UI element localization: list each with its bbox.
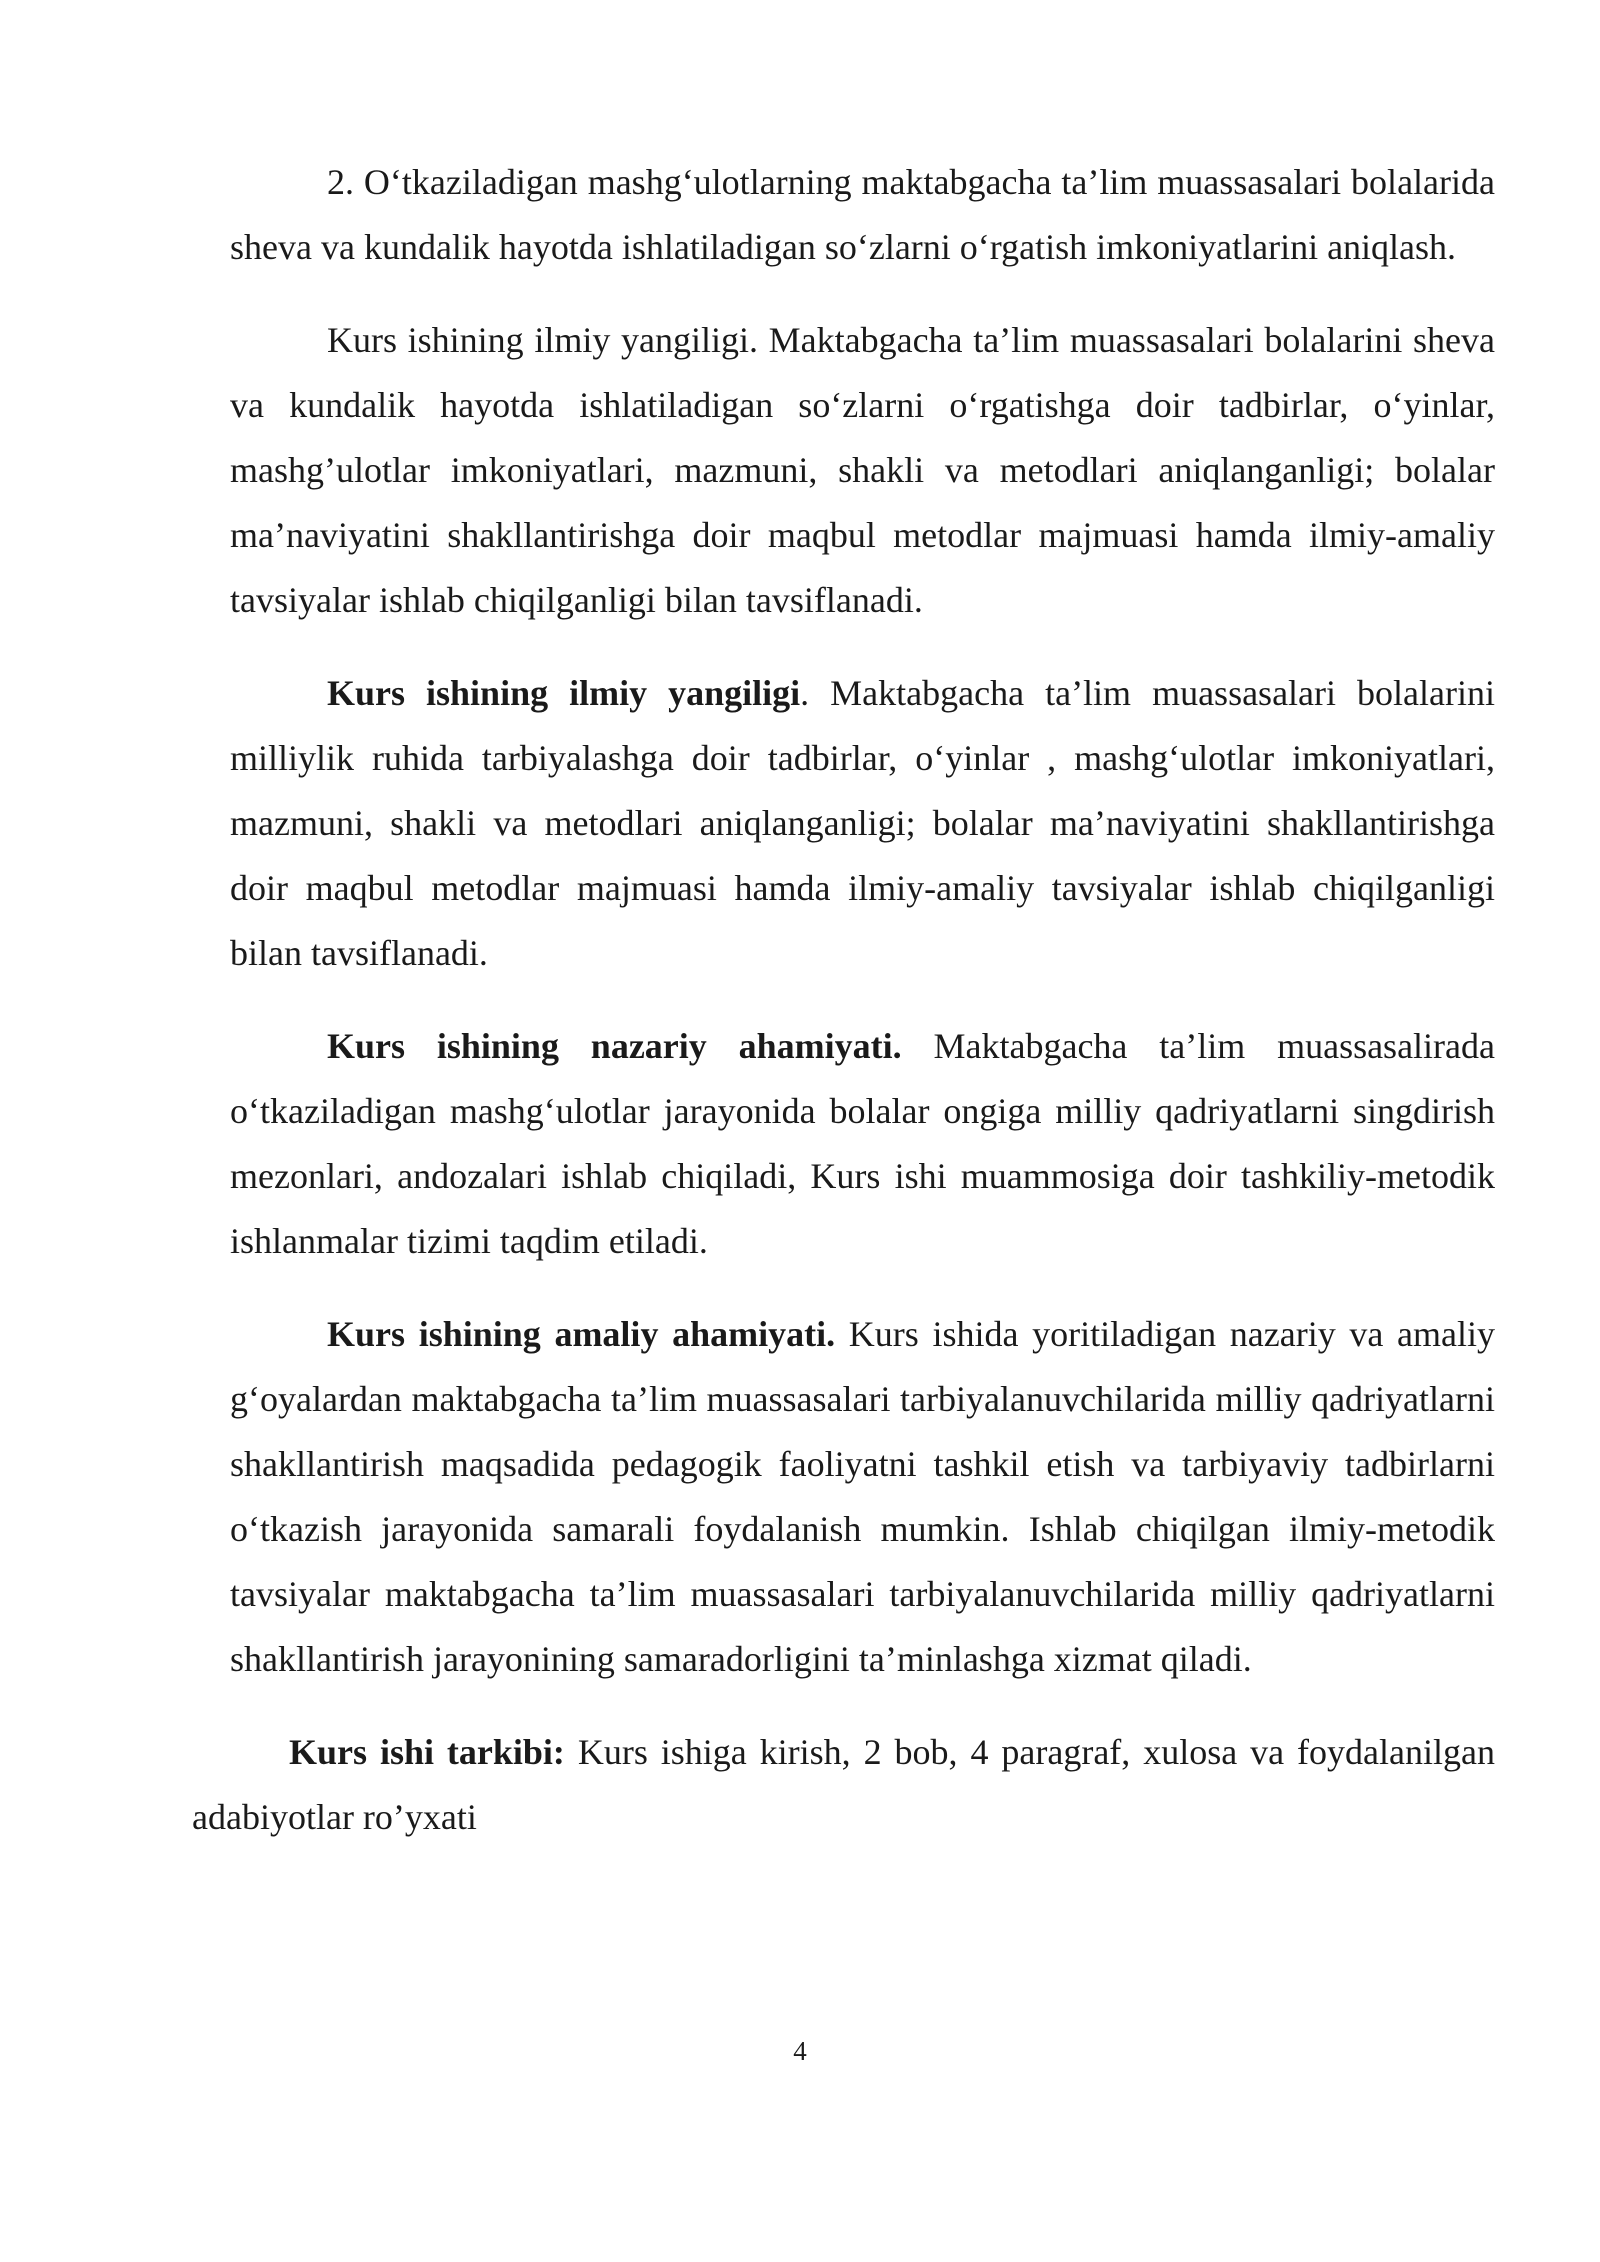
- paragraph-heading: Kurs ishining nazariy ahamiyati.: [327, 1026, 902, 1066]
- paragraph-text: Maktabgacha ta’lim muassasalirada o‘tkaziladigan mashg‘ulotlar jarayonida bolalar ongiga milliy qadriyatlarni singdirish mezonlari, andozalari ishlab chiqiladi, Kurs ishi muammosiga doir tashkiliy-metodik ishlanmalar tizimi taqdim etiladi.: [230, 1026, 1495, 1261]
- paragraph-scientific-novelty: [230, 661, 1495, 986]
- paragraph-text: Kurs ishida yoritiladigan nazariy va amaliy g‘oyalardan maktabgacha ta’lim muassasalari tarbiyalanuvchilarida milliy qadriyatlarni shakllantirish maqsadida pedagogik faoliyatni tashkil etish va tarbiyaviy tadbirlarni o‘tkazish jarayonida samarali foydalanish mumkin. Ishlab chiqilgan ilmiy-metodik tavsiyalar maktabgacha ta’lim muassasalari tarbiyalanuvchilarida milliy qadriyatlarni shakllantirish jarayonining samaradorligini ta’minlashga xizmat qiladi.: [230, 1314, 1495, 1679]
- paragraph-heading: Kurs ishining amaliy ahamiyati.: [327, 1314, 836, 1354]
- paragraph-theoretical-significance: [230, 1014, 1495, 1274]
- paragraph-text: 2. O‘tkaziladigan mashg‘ulotlarning maktabgacha ta’lim muassasalari bolalarida sheva va kundalik hayotda ishlatiladigan so‘zlarni o‘rgatish imkoniyatlarini aniqlash.: [230, 162, 1495, 267]
- paragraph-scientific-novelty-draft: [230, 308, 1495, 633]
- paragraph-structure: [192, 1720, 1495, 1850]
- page-number: 4: [793, 2036, 807, 2066]
- paragraph-objective-2: [230, 150, 1495, 280]
- paragraph-text: . Maktabgacha ta’lim muassasalari bolalarini milliylik ruhida tarbiyalashga doir tadbirlar, o‘yinlar , mashg‘ulotlar imkoniyatlari, mazmuni, shakli va metodlari aniqlanganligi; bolalar ma’naviyatini shakllantirishga doir maqbul metodlar majmuasi hamda ilmiy-amaliy tavsiyalar ishlab chiqilganligi bilan tavsiflanadi.: [230, 673, 1495, 973]
- page-body: [192, 150, 1495, 1850]
- paragraph-practical-significance: [230, 1302, 1495, 1692]
- paragraph-heading: Kurs ishi tarkibi:: [289, 1732, 565, 1772]
- paragraph-text: Kurs ishiga kirish, 2 bob, 4 paragraf, xulosa va foydalanilgan adabiyotlar ro’yxati: [192, 1732, 1495, 1837]
- paragraph-heading: Kurs ishining ilmiy yangiligi: [327, 673, 801, 713]
- paragraph-text: Kurs ishining ilmiy yangiligi. Maktabgacha ta’lim muassasalari bolalarini sheva va kundalik hayotda ishlatiladigan so‘zlarni o‘rgatishga doir tadbirlar, o‘yinlar, mashg’ulotlar imkoniyatlari, mazmuni, shakli va metodlari aniqlanganligi; bolalar ma’naviyatini shakllantirishga doir maqbul metodlar majmuasi hamda ilmiy-amaliy tavsiyalar ishlab chiqilganligi bilan tavsiflanadi.: [230, 320, 1495, 620]
